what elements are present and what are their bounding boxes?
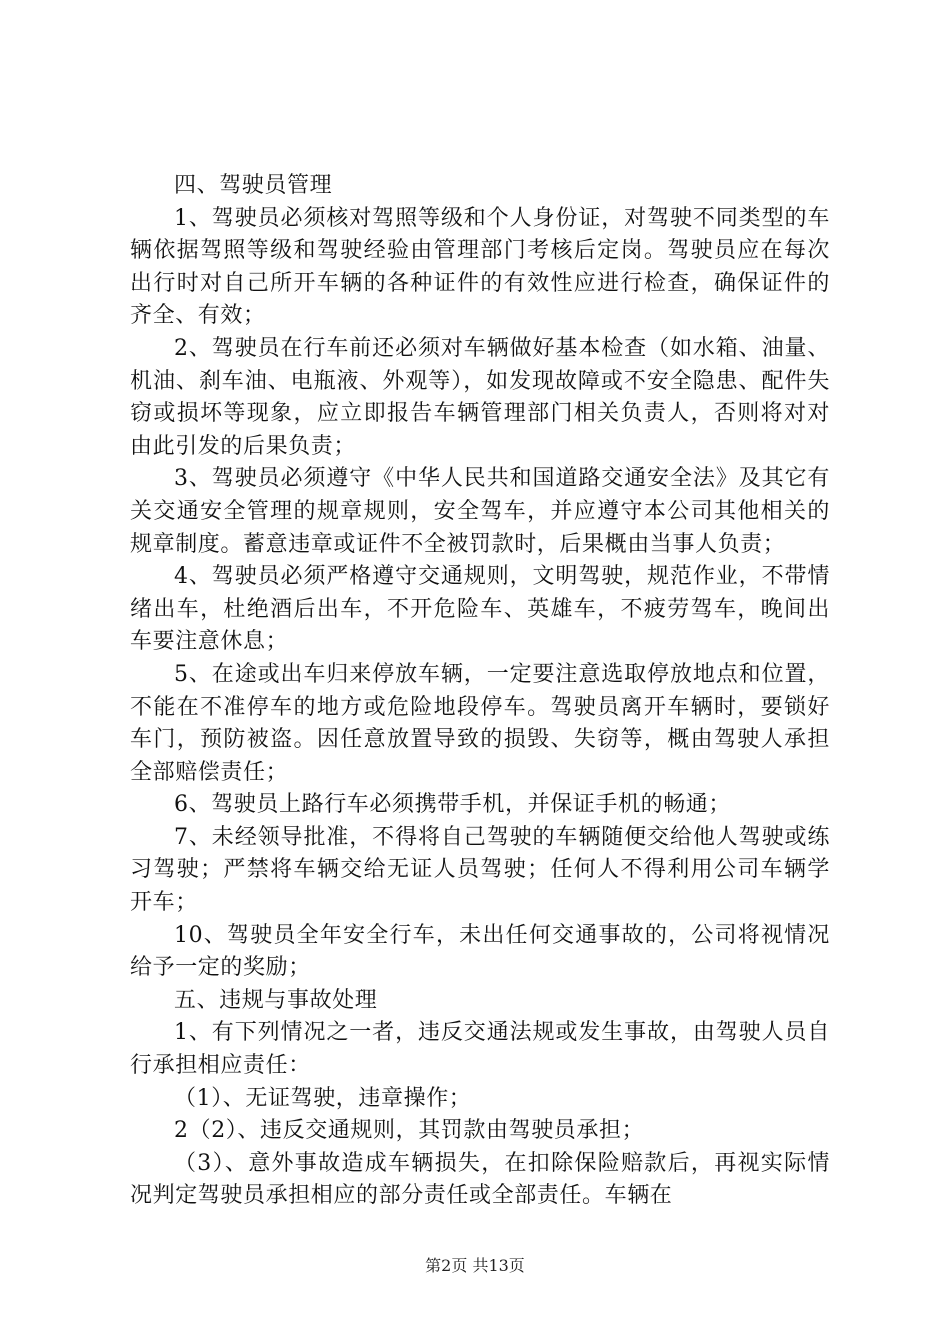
paragraph-violation-1: 1、有下列情况之一者，违反交通法规或发生事故，由驾驶人员自行承担相应责任：	[130, 1020, 830, 1079]
paragraph-item-10: 10、驾驶员全年安全行车，未出任何交通事故的，公司将视情况给予一定的奖励；	[130, 922, 830, 981]
paragraph-item-3: 3、驾驶员必须遵守《中华人民共和国道路交通安全法》及其它有关交通安全管理的规章规则，安全驾车，并应遵守本公司其他相关的规章制度。蓄意违章或证件不全被罚款时，后果概由当事人负责；	[130, 466, 830, 557]
document-body	[130, 170, 830, 1213]
paragraph-subitem-2: 2（2）、违反交通规则，其罚款由驾驶员承担；	[174, 1118, 645, 1144]
paragraph-item-4: 4、驾驶员必须严格遵守交通规则，文明驾驶，规范作业，不带情绪出车，杜绝酒后出车，不开危险车、英雄车，不疲劳驾车，晚间出车要注意休息；	[130, 564, 830, 655]
paragraph-item-1: 1、驾驶员必须核对驾照等级和个人身份证，对驾驶不同类型的车辆依据驾照等级和驾驶经验由管理部门考核后定岗。驾驶员应在每次出行时对自己所开车辆的各种证件的有效性应进行检查，确保证件的齐全、有效；	[130, 205, 830, 329]
paragraph-item-2: 2、驾驶员在行车前还必须对车辆做好基本检查（如水箱、油量、机油、刹车油、电瓶液、外观等），如发现故障或不安全隐患、配件失窃或损坏等现象，应立即报告车辆管理部门相关负责人，否则将对对由此引发的后果负责；	[130, 335, 830, 459]
paragraph-item-6: 6、驾驶员上路行车必须携带手机，并保证手机的畅通；	[174, 792, 731, 818]
section-heading-driver-management: 四、驾驶员管理	[174, 173, 333, 198]
paragraph-subitem-3: （3）、意外事故造成车辆损失，在扣除保险赔款后，再视实际情况判定驾驶员承担相应的部分责任或全部责任。车辆在	[130, 1150, 830, 1209]
paragraph-item-5: 5、在途或出车归来停放车辆，一定要注意选取停放地点和位置，不能在不准停车的地方或危险地段停车。驾驶员离开车辆时，要锁好车门，预防被盗。因任意放置导致的损毁、失窃等，概由驾驶人承担全部赔偿责任；	[130, 661, 830, 785]
section-heading-violations: 五、违规与事故处理	[174, 987, 378, 1013]
paragraph-item-7: 7、未经领导批准，不得将自己驾驶的车辆随便交给他人驾驶或练习驾驶；严禁将车辆交给无证人员驾驶；任何人不得利用公司车辆学开车；	[130, 824, 830, 916]
paragraph-subitem-1: （1）、无证驾驶，违章操作；	[174, 1085, 472, 1111]
page-number-footer: 第2页 共13页	[425, 1256, 525, 1275]
